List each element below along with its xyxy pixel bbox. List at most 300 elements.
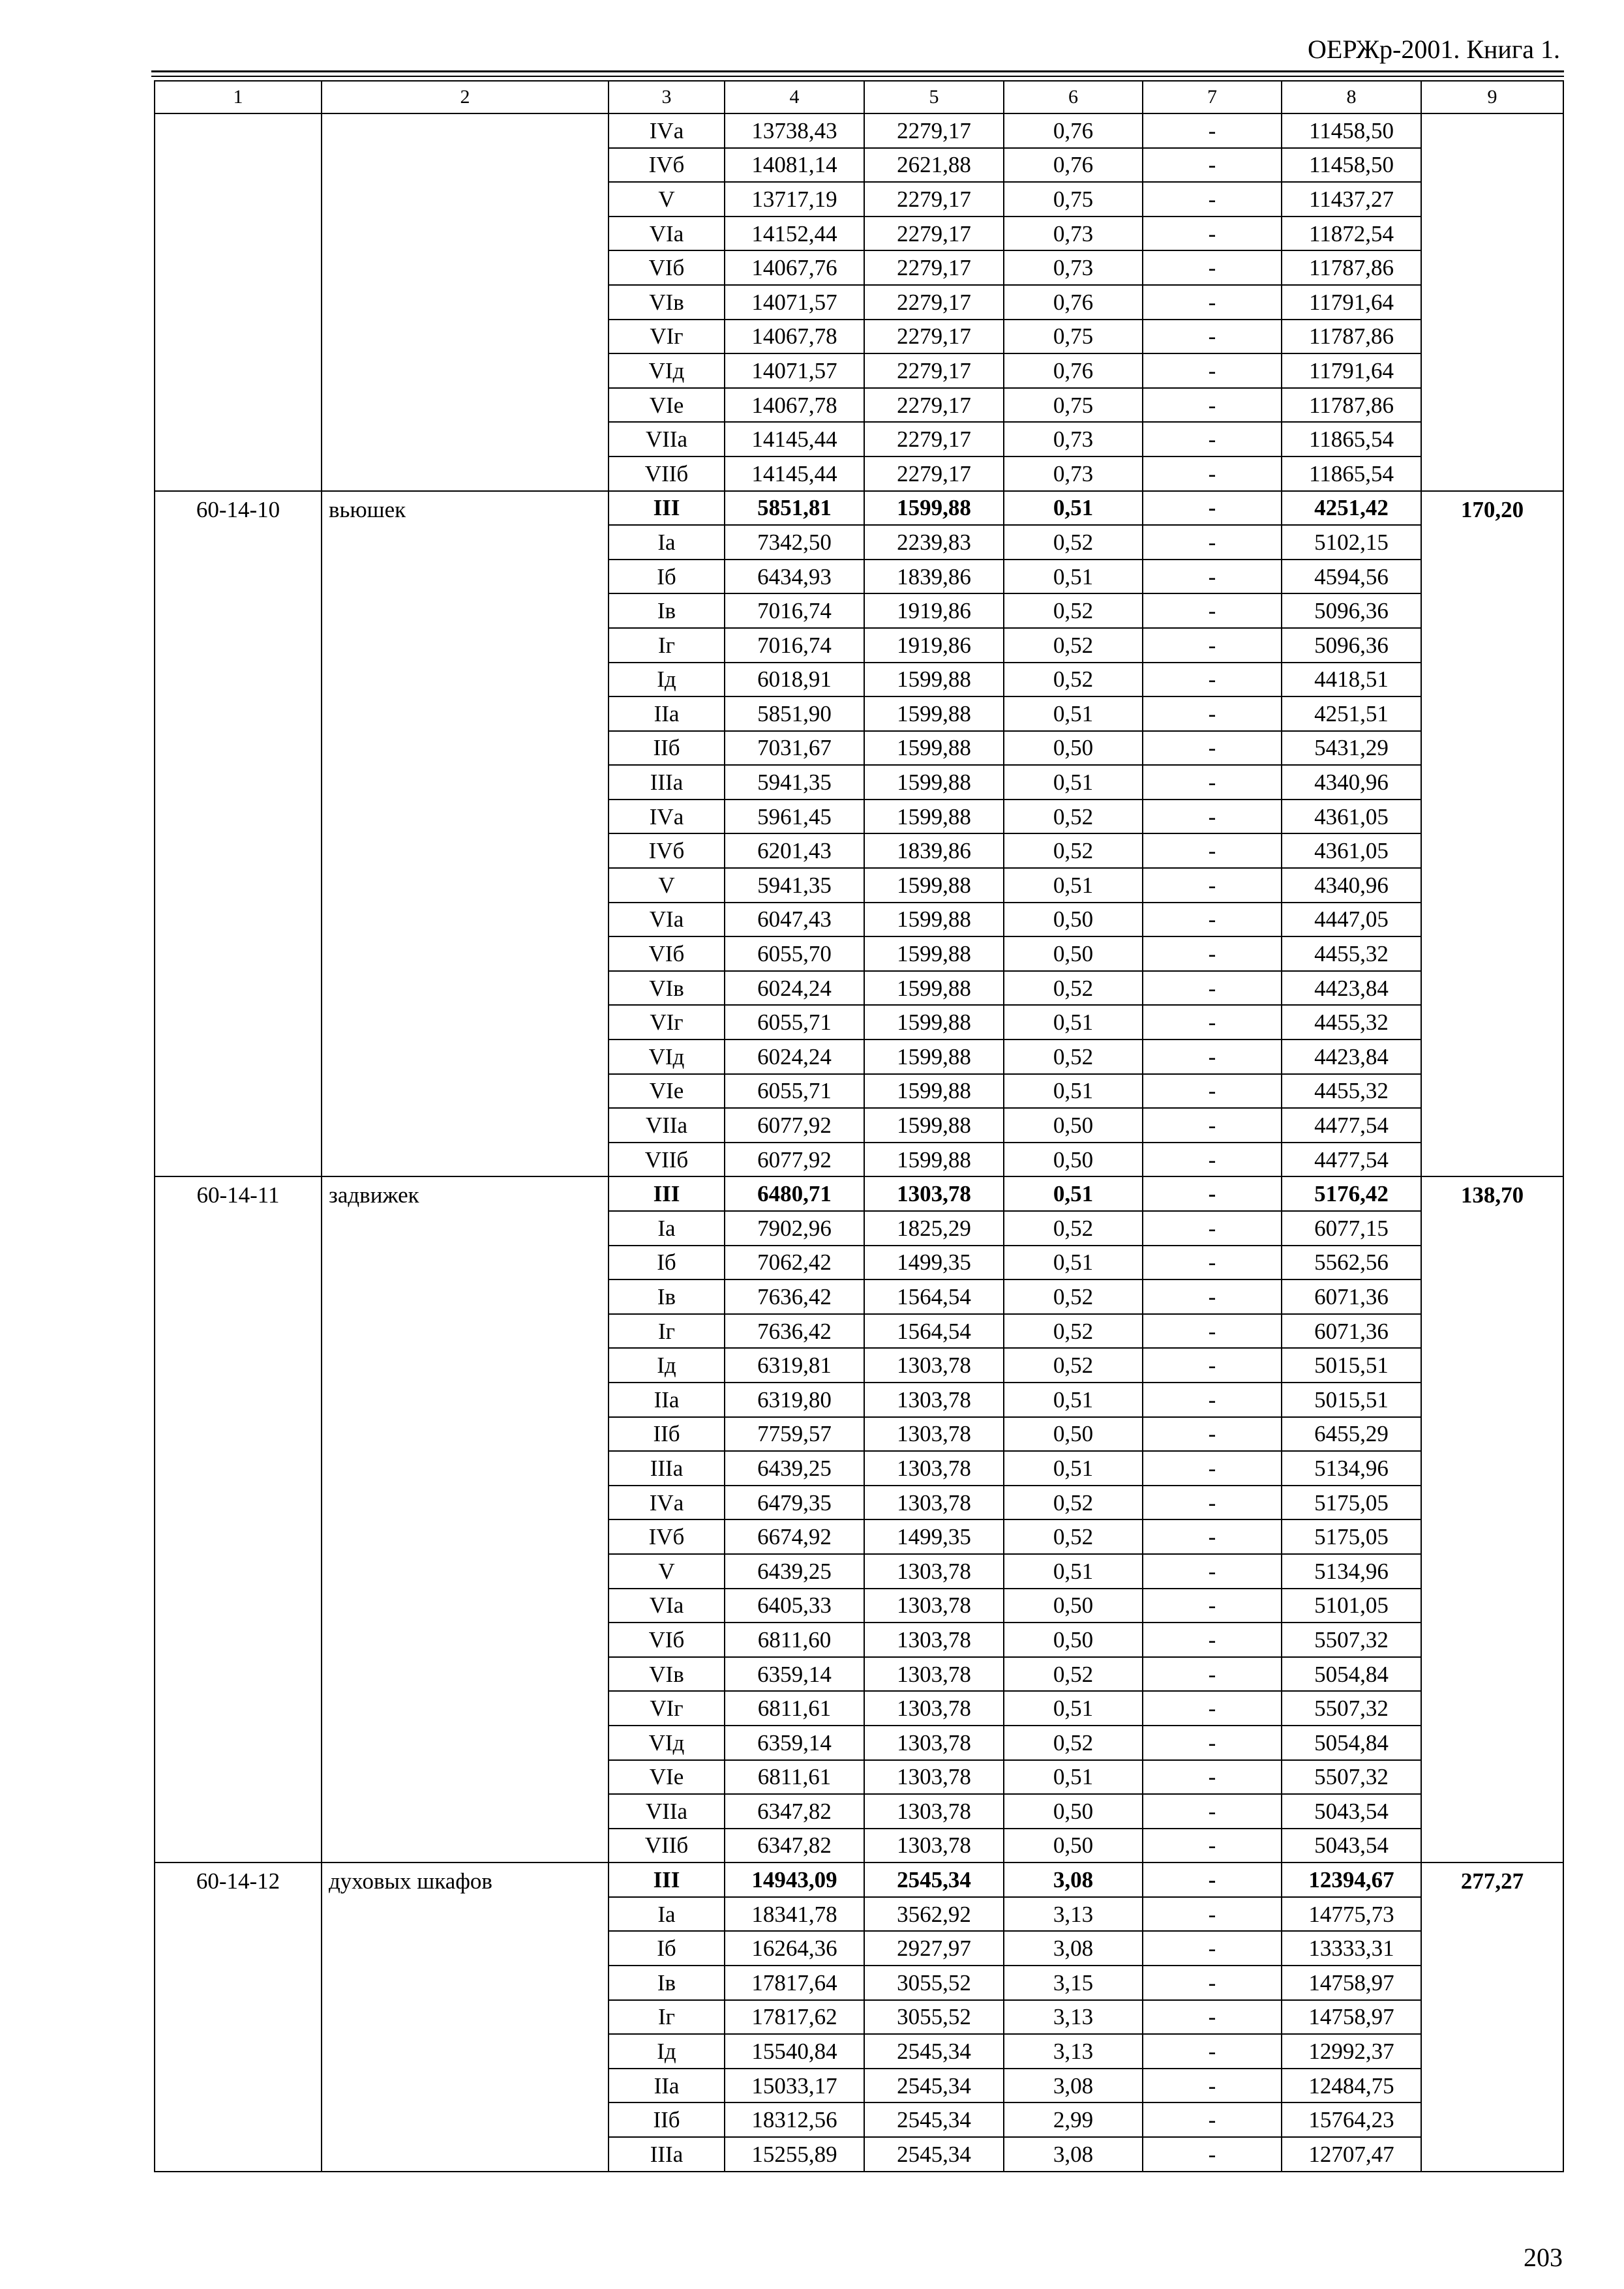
material-cost-cell: 6077,15 — [1282, 1211, 1421, 1246]
operator-wage-cell: - — [1143, 456, 1282, 491]
direct-cost-cell: 7636,42 — [725, 1314, 864, 1349]
operator-wage-cell: - — [1143, 1931, 1282, 1966]
operator-wage-cell: - — [1143, 1623, 1282, 1657]
operator-wage-cell: - — [1143, 1897, 1282, 1932]
operator-wage-cell: - — [1143, 2137, 1282, 2172]
material-cost-cell: 5054,84 — [1282, 1726, 1421, 1760]
labor-wage-cell: 2279,17 — [864, 320, 1004, 354]
direct-cost-cell: 14081,14 — [725, 148, 864, 183]
machine-cost-cell: 0,75 — [1004, 320, 1143, 354]
operator-wage-cell: - — [1143, 1966, 1282, 2000]
labor-wage-cell: 2545,34 — [864, 2137, 1004, 2172]
machine-cost-cell: 0,52 — [1004, 1040, 1143, 1074]
direct-cost-cell: 6055,71 — [725, 1005, 864, 1040]
zone-cell: III — [609, 1863, 725, 1897]
direct-cost-cell: 6347,82 — [725, 1794, 864, 1829]
direct-cost-cell: 6811,61 — [725, 1760, 864, 1795]
zone-cell: VIIа — [609, 1794, 725, 1829]
zone-cell: IVб — [609, 1519, 725, 1554]
zone-cell: V — [609, 1554, 725, 1589]
group-name-cell: духовых шкафов — [322, 1863, 609, 2171]
labor-wage-cell: 2279,17 — [864, 285, 1004, 320]
machine-cost-cell: 0,52 — [1004, 800, 1143, 834]
direct-cost-cell: 6359,14 — [725, 1726, 864, 1760]
machine-cost-cell: 0,73 — [1004, 217, 1143, 251]
direct-cost-cell: 5851,81 — [725, 491, 864, 526]
zone-cell: VIг — [609, 1691, 725, 1726]
direct-cost-cell: 14145,44 — [725, 456, 864, 491]
material-cost-cell: 4251,42 — [1282, 491, 1421, 526]
zone-cell: IIIа — [609, 1451, 725, 1486]
machine-cost-cell: 0,52 — [1004, 1657, 1143, 1692]
operator-wage-cell: - — [1143, 525, 1282, 560]
material-cost-cell: 4447,05 — [1282, 903, 1421, 937]
column-number-cell: 4 — [725, 81, 864, 113]
direct-cost-cell: 7759,57 — [725, 1417, 864, 1452]
zone-cell: IIб — [609, 2102, 725, 2137]
zone-cell: VIе — [609, 388, 725, 423]
direct-cost-cell: 6434,93 — [725, 560, 864, 594]
labor-wage-cell: 2239,83 — [864, 525, 1004, 560]
direct-cost-cell: 6024,24 — [725, 971, 864, 1006]
operator-wage-cell: - — [1143, 217, 1282, 251]
machine-cost-cell: 3,08 — [1004, 1863, 1143, 1897]
operator-wage-cell: - — [1143, 1486, 1282, 1520]
zone-cell: Iб — [609, 560, 725, 594]
labor-wage-cell: 1599,88 — [864, 1040, 1004, 1074]
direct-cost-cell: 6319,80 — [725, 1383, 864, 1417]
labor-wage-cell: 1303,78 — [864, 1760, 1004, 1795]
material-cost-cell: 5043,54 — [1282, 1794, 1421, 1829]
material-cost-cell: 5175,05 — [1282, 1486, 1421, 1520]
direct-cost-cell: 6439,25 — [725, 1554, 864, 1589]
machine-cost-cell: 0,50 — [1004, 1143, 1143, 1177]
labor-wage-cell: 1919,86 — [864, 628, 1004, 663]
material-cost-cell: 5507,32 — [1282, 1760, 1421, 1795]
operator-wage-cell: - — [1143, 936, 1282, 971]
machine-cost-cell: 0,52 — [1004, 1348, 1143, 1383]
header-rule-thick — [151, 70, 1564, 72]
column-number-cell: 1 — [155, 81, 322, 113]
direct-cost-cell: 6479,35 — [725, 1486, 864, 1520]
direct-cost-cell: 17817,62 — [725, 2000, 864, 2035]
price-table — [154, 80, 1564, 2172]
material-cost-cell: 5431,29 — [1282, 731, 1421, 766]
machine-cost-cell: 0,76 — [1004, 148, 1143, 183]
machine-cost-cell: 0,52 — [1004, 1519, 1143, 1554]
labor-wage-cell: 1599,88 — [864, 1074, 1004, 1109]
direct-cost-cell: 14067,76 — [725, 250, 864, 285]
direct-cost-cell: 6024,24 — [725, 1040, 864, 1074]
operator-wage-cell: - — [1143, 1794, 1282, 1829]
material-cost-cell: 11791,64 — [1282, 353, 1421, 388]
direct-cost-cell: 7062,42 — [725, 1246, 864, 1280]
labor-wage-cell: 1303,78 — [864, 1657, 1004, 1692]
machine-cost-cell: 3,13 — [1004, 1897, 1143, 1932]
machine-cost-cell: 0,52 — [1004, 1314, 1143, 1349]
direct-cost-cell: 6480,71 — [725, 1176, 864, 1211]
zone-cell: VIв — [609, 285, 725, 320]
labor-wage-cell: 1303,78 — [864, 1829, 1004, 1863]
operator-wage-cell: - — [1143, 1519, 1282, 1554]
operator-wage-cell: - — [1143, 148, 1282, 183]
machine-cost-cell: 0,52 — [1004, 593, 1143, 628]
labor-wage-cell: 1599,88 — [864, 491, 1004, 526]
zone-cell: VIб — [609, 1623, 725, 1657]
group-name-cell: вьюшек — [322, 491, 609, 1177]
labor-wage-cell: 3055,52 — [864, 1966, 1004, 2000]
zone-cell: IIб — [609, 1417, 725, 1452]
labor-wage-cell: 1303,78 — [864, 1383, 1004, 1417]
machine-cost-cell: 0,52 — [1004, 971, 1143, 1006]
machine-cost-cell: 0,50 — [1004, 1794, 1143, 1829]
labor-wage-cell: 3055,52 — [864, 2000, 1004, 2035]
material-cost-cell: 11865,54 — [1282, 422, 1421, 456]
machine-cost-cell: 0,73 — [1004, 456, 1143, 491]
direct-cost-cell: 6319,81 — [725, 1348, 864, 1383]
operator-wage-cell: - — [1143, 1383, 1282, 1417]
operator-wage-cell: - — [1143, 1176, 1282, 1211]
machine-cost-cell: 0,73 — [1004, 422, 1143, 456]
machine-cost-cell: 0,51 — [1004, 1760, 1143, 1795]
zone-cell: VIIа — [609, 422, 725, 456]
labor-wage-cell: 2279,17 — [864, 422, 1004, 456]
zone-cell: VIе — [609, 1760, 725, 1795]
table-row — [155, 113, 1563, 148]
material-cost-cell: 5015,51 — [1282, 1348, 1421, 1383]
operator-wage-cell: - — [1143, 491, 1282, 526]
material-cost-cell: 12394,67 — [1282, 1863, 1421, 1897]
operator-wage-cell: - — [1143, 2034, 1282, 2069]
group-price-cell: 138,70 — [1421, 1176, 1563, 1863]
machine-cost-cell: 0,51 — [1004, 560, 1143, 594]
direct-cost-cell: 13738,43 — [725, 113, 864, 148]
direct-cost-cell: 6405,33 — [725, 1589, 864, 1623]
machine-cost-cell: 0,50 — [1004, 1417, 1143, 1452]
material-cost-cell: 4340,96 — [1282, 868, 1421, 903]
page-number: 203 — [1524, 2243, 1563, 2272]
labor-wage-cell: 1303,78 — [864, 1554, 1004, 1589]
material-cost-cell: 5015,51 — [1282, 1383, 1421, 1417]
zone-cell: Iд — [609, 2034, 725, 2069]
machine-cost-cell: 0,52 — [1004, 1726, 1143, 1760]
machine-cost-cell: 0,51 — [1004, 1074, 1143, 1109]
zone-cell: Iа — [609, 1897, 725, 1932]
machine-cost-cell: 2,99 — [1004, 2102, 1143, 2137]
operator-wage-cell: - — [1143, 1417, 1282, 1452]
operator-wage-cell: - — [1143, 868, 1282, 903]
labor-wage-cell: 1303,78 — [864, 1486, 1004, 1520]
machine-cost-cell: 0,76 — [1004, 285, 1143, 320]
material-cost-cell: 4455,32 — [1282, 936, 1421, 971]
labor-wage-cell: 1564,54 — [864, 1314, 1004, 1349]
column-number-cell: 5 — [864, 81, 1004, 113]
labor-wage-cell: 1599,88 — [864, 903, 1004, 937]
labor-wage-cell: 1599,88 — [864, 696, 1004, 731]
labor-wage-cell: 1839,86 — [864, 833, 1004, 868]
direct-cost-cell: 6077,92 — [725, 1108, 864, 1143]
machine-cost-cell: 0,52 — [1004, 628, 1143, 663]
machine-cost-cell: 0,50 — [1004, 936, 1143, 971]
operator-wage-cell: - — [1143, 113, 1282, 148]
machine-cost-cell: 0,50 — [1004, 731, 1143, 766]
zone-cell: IVа — [609, 1486, 725, 1520]
material-cost-cell: 11458,50 — [1282, 113, 1421, 148]
direct-cost-cell: 16264,36 — [725, 1931, 864, 1966]
operator-wage-cell: - — [1143, 1760, 1282, 1795]
machine-cost-cell: 0,51 — [1004, 491, 1143, 526]
machine-cost-cell: 0,52 — [1004, 833, 1143, 868]
operator-wage-cell: - — [1143, 1314, 1282, 1349]
zone-cell: VIа — [609, 217, 725, 251]
direct-cost-cell: 6047,43 — [725, 903, 864, 937]
zone-cell: Iг — [609, 1314, 725, 1349]
direct-cost-cell: 5961,45 — [725, 800, 864, 834]
operator-wage-cell: - — [1143, 1863, 1282, 1897]
operator-wage-cell: - — [1143, 971, 1282, 1006]
zone-cell: Iд — [609, 1348, 725, 1383]
zone-cell: V — [609, 868, 725, 903]
labor-wage-cell: 2545,34 — [864, 2102, 1004, 2137]
machine-cost-cell: 3,08 — [1004, 1931, 1143, 1966]
operator-wage-cell: - — [1143, 1108, 1282, 1143]
machine-cost-cell: 0,52 — [1004, 525, 1143, 560]
operator-wage-cell: - — [1143, 1348, 1282, 1383]
labor-wage-cell: 1599,88 — [864, 663, 1004, 697]
direct-cost-cell: 5851,90 — [725, 696, 864, 731]
direct-cost-cell: 14067,78 — [725, 320, 864, 354]
machine-cost-cell: 0,52 — [1004, 1279, 1143, 1314]
machine-cost-cell: 0,51 — [1004, 868, 1143, 903]
machine-cost-cell: 3,15 — [1004, 1966, 1143, 2000]
zone-cell: VIг — [609, 1005, 725, 1040]
material-cost-cell: 11787,86 — [1282, 250, 1421, 285]
direct-cost-cell: 6018,91 — [725, 663, 864, 697]
material-cost-cell: 6071,36 — [1282, 1279, 1421, 1314]
direct-cost-cell: 6055,71 — [725, 1074, 864, 1109]
column-number-cell: 7 — [1143, 81, 1282, 113]
direct-cost-cell: 15540,84 — [725, 2034, 864, 2069]
material-cost-cell: 4418,51 — [1282, 663, 1421, 697]
direct-cost-cell: 6811,61 — [725, 1691, 864, 1726]
zone-cell: VIд — [609, 1726, 725, 1760]
labor-wage-cell: 1599,88 — [864, 971, 1004, 1006]
table-row — [155, 1176, 1563, 1211]
machine-cost-cell: 0,75 — [1004, 182, 1143, 217]
material-cost-cell: 14775,73 — [1282, 1897, 1421, 1932]
labor-wage-cell: 2279,17 — [864, 113, 1004, 148]
labor-wage-cell: 1564,54 — [864, 1279, 1004, 1314]
operator-wage-cell: - — [1143, 1691, 1282, 1726]
zone-cell: V — [609, 182, 725, 217]
labor-wage-cell: 3562,92 — [864, 1897, 1004, 1932]
group-price-cell: 277,27 — [1421, 1863, 1563, 2171]
labor-wage-cell: 1499,35 — [864, 1246, 1004, 1280]
direct-cost-cell: 7902,96 — [725, 1211, 864, 1246]
labor-wage-cell: 2545,34 — [864, 2034, 1004, 2069]
labor-wage-cell: 1303,78 — [864, 1794, 1004, 1829]
material-cost-cell: 5134,96 — [1282, 1451, 1421, 1486]
group-code-cell: 60-14-11 — [155, 1176, 322, 1863]
machine-cost-cell: 0,51 — [1004, 696, 1143, 731]
zone-cell: IVб — [609, 148, 725, 183]
operator-wage-cell: - — [1143, 1279, 1282, 1314]
material-cost-cell: 5507,32 — [1282, 1623, 1421, 1657]
machine-cost-cell: 0,51 — [1004, 1246, 1143, 1280]
table-body — [155, 81, 1563, 2172]
labor-wage-cell: 2279,17 — [864, 217, 1004, 251]
group-name-cell — [322, 113, 609, 491]
header-rule-thin — [151, 76, 1564, 77]
labor-wage-cell: 1499,35 — [864, 1519, 1004, 1554]
material-cost-cell: 12484,75 — [1282, 2069, 1421, 2103]
zone-cell: VIIб — [609, 1829, 725, 1863]
machine-cost-cell: 0,50 — [1004, 903, 1143, 937]
labor-wage-cell: 1825,29 — [864, 1211, 1004, 1246]
table-row — [155, 1863, 1563, 1897]
zone-cell: IVб — [609, 833, 725, 868]
operator-wage-cell: - — [1143, 765, 1282, 800]
operator-wage-cell: - — [1143, 250, 1282, 285]
machine-cost-cell: 0,51 — [1004, 1176, 1143, 1211]
material-cost-cell: 5096,36 — [1282, 593, 1421, 628]
direct-cost-cell: 14067,78 — [725, 388, 864, 423]
material-cost-cell: 5176,42 — [1282, 1176, 1421, 1211]
labor-wage-cell: 1303,78 — [864, 1176, 1004, 1211]
material-cost-cell: 11791,64 — [1282, 285, 1421, 320]
table-row — [155, 491, 1563, 526]
direct-cost-cell: 6811,60 — [725, 1623, 864, 1657]
column-number-row — [155, 81, 1563, 113]
operator-wage-cell: - — [1143, 1074, 1282, 1109]
zone-cell: VIа — [609, 903, 725, 937]
zone-cell: Iг — [609, 2000, 725, 2035]
operator-wage-cell: - — [1143, 422, 1282, 456]
group-code-cell: 60-14-12 — [155, 1863, 322, 2171]
labor-wage-cell: 1919,86 — [864, 593, 1004, 628]
material-cost-cell: 5054,84 — [1282, 1657, 1421, 1692]
machine-cost-cell: 3,13 — [1004, 2034, 1143, 2069]
machine-cost-cell: 3,08 — [1004, 2069, 1143, 2103]
material-cost-cell: 12992,37 — [1282, 2034, 1421, 2069]
machine-cost-cell: 0,76 — [1004, 353, 1143, 388]
direct-cost-cell: 7636,42 — [725, 1279, 864, 1314]
zone-cell: Iб — [609, 1931, 725, 1966]
operator-wage-cell: - — [1143, 628, 1282, 663]
operator-wage-cell: - — [1143, 1657, 1282, 1692]
direct-cost-cell: 15033,17 — [725, 2069, 864, 2103]
labor-wage-cell: 1599,88 — [864, 1108, 1004, 1143]
labor-wage-cell: 2279,17 — [864, 250, 1004, 285]
machine-cost-cell: 0,50 — [1004, 1108, 1143, 1143]
zone-cell: III — [609, 491, 725, 526]
zone-cell: VIв — [609, 971, 725, 1006]
direct-cost-cell: 5941,35 — [725, 765, 864, 800]
operator-wage-cell: - — [1143, 560, 1282, 594]
zone-cell: Iв — [609, 1966, 725, 2000]
operator-wage-cell: - — [1143, 1211, 1282, 1246]
operator-wage-cell: - — [1143, 320, 1282, 354]
labor-wage-cell: 2279,17 — [864, 182, 1004, 217]
material-cost-cell: 11865,54 — [1282, 456, 1421, 491]
material-cost-cell: 5134,96 — [1282, 1554, 1421, 1589]
operator-wage-cell: - — [1143, 1726, 1282, 1760]
material-cost-cell: 6071,36 — [1282, 1314, 1421, 1349]
direct-cost-cell: 7016,74 — [725, 593, 864, 628]
material-cost-cell: 4455,32 — [1282, 1005, 1421, 1040]
machine-cost-cell: 0,51 — [1004, 1005, 1143, 1040]
zone-cell: IIа — [609, 2069, 725, 2103]
zone-cell: Iб — [609, 1246, 725, 1280]
material-cost-cell: 14758,97 — [1282, 2000, 1421, 2035]
zone-cell: VIд — [609, 353, 725, 388]
machine-cost-cell: 0,51 — [1004, 765, 1143, 800]
material-cost-cell: 15764,23 — [1282, 2102, 1421, 2137]
operator-wage-cell: - — [1143, 800, 1282, 834]
labor-wage-cell: 1303,78 — [864, 1726, 1004, 1760]
labor-wage-cell: 1599,88 — [864, 936, 1004, 971]
zone-cell: Iг — [609, 628, 725, 663]
machine-cost-cell: 0,50 — [1004, 1829, 1143, 1863]
material-cost-cell: 5507,32 — [1282, 1691, 1421, 1726]
operator-wage-cell: - — [1143, 1005, 1282, 1040]
labor-wage-cell: 2545,34 — [864, 2069, 1004, 2103]
direct-cost-cell: 6201,43 — [725, 833, 864, 868]
machine-cost-cell: 0,76 — [1004, 113, 1143, 148]
zone-cell: IVа — [609, 113, 725, 148]
group-price-cell — [1421, 113, 1563, 491]
zone-cell: VIа — [609, 1589, 725, 1623]
direct-cost-cell: 6077,92 — [725, 1143, 864, 1177]
zone-cell: VIIа — [609, 1108, 725, 1143]
zone-cell: Iв — [609, 593, 725, 628]
operator-wage-cell: - — [1143, 388, 1282, 423]
operator-wage-cell: - — [1143, 903, 1282, 937]
labor-wage-cell: 2545,34 — [864, 1863, 1004, 1897]
machine-cost-cell: 0,51 — [1004, 1691, 1143, 1726]
zone-cell: IIIа — [609, 765, 725, 800]
group-price-cell: 170,20 — [1421, 491, 1563, 1177]
machine-cost-cell: 0,75 — [1004, 388, 1143, 423]
material-cost-cell: 6455,29 — [1282, 1417, 1421, 1452]
zone-cell: VIв — [609, 1657, 725, 1692]
labor-wage-cell: 1599,88 — [864, 731, 1004, 766]
material-cost-cell: 13333,31 — [1282, 1931, 1421, 1966]
labor-wage-cell: 1303,78 — [864, 1623, 1004, 1657]
material-cost-cell: 5562,56 — [1282, 1246, 1421, 1280]
labor-wage-cell: 2927,97 — [864, 1931, 1004, 1966]
labor-wage-cell: 2279,17 — [864, 388, 1004, 423]
direct-cost-cell: 14071,57 — [725, 353, 864, 388]
zone-cell: III — [609, 1176, 725, 1211]
direct-cost-cell: 5941,35 — [725, 868, 864, 903]
operator-wage-cell: - — [1143, 182, 1282, 217]
operator-wage-cell: - — [1143, 1554, 1282, 1589]
labor-wage-cell: 2279,17 — [864, 456, 1004, 491]
zone-cell: IIб — [609, 731, 725, 766]
material-cost-cell: 14758,97 — [1282, 1966, 1421, 2000]
direct-cost-cell: 14152,44 — [725, 217, 864, 251]
direct-cost-cell: 15255,89 — [725, 2137, 864, 2172]
material-cost-cell: 4361,05 — [1282, 800, 1421, 834]
material-cost-cell: 5101,05 — [1282, 1589, 1421, 1623]
zone-cell: IIа — [609, 1383, 725, 1417]
labor-wage-cell: 1303,78 — [864, 1691, 1004, 1726]
operator-wage-cell: - — [1143, 731, 1282, 766]
operator-wage-cell: - — [1143, 2069, 1282, 2103]
zone-cell: IVа — [609, 800, 725, 834]
direct-cost-cell: 14145,44 — [725, 422, 864, 456]
